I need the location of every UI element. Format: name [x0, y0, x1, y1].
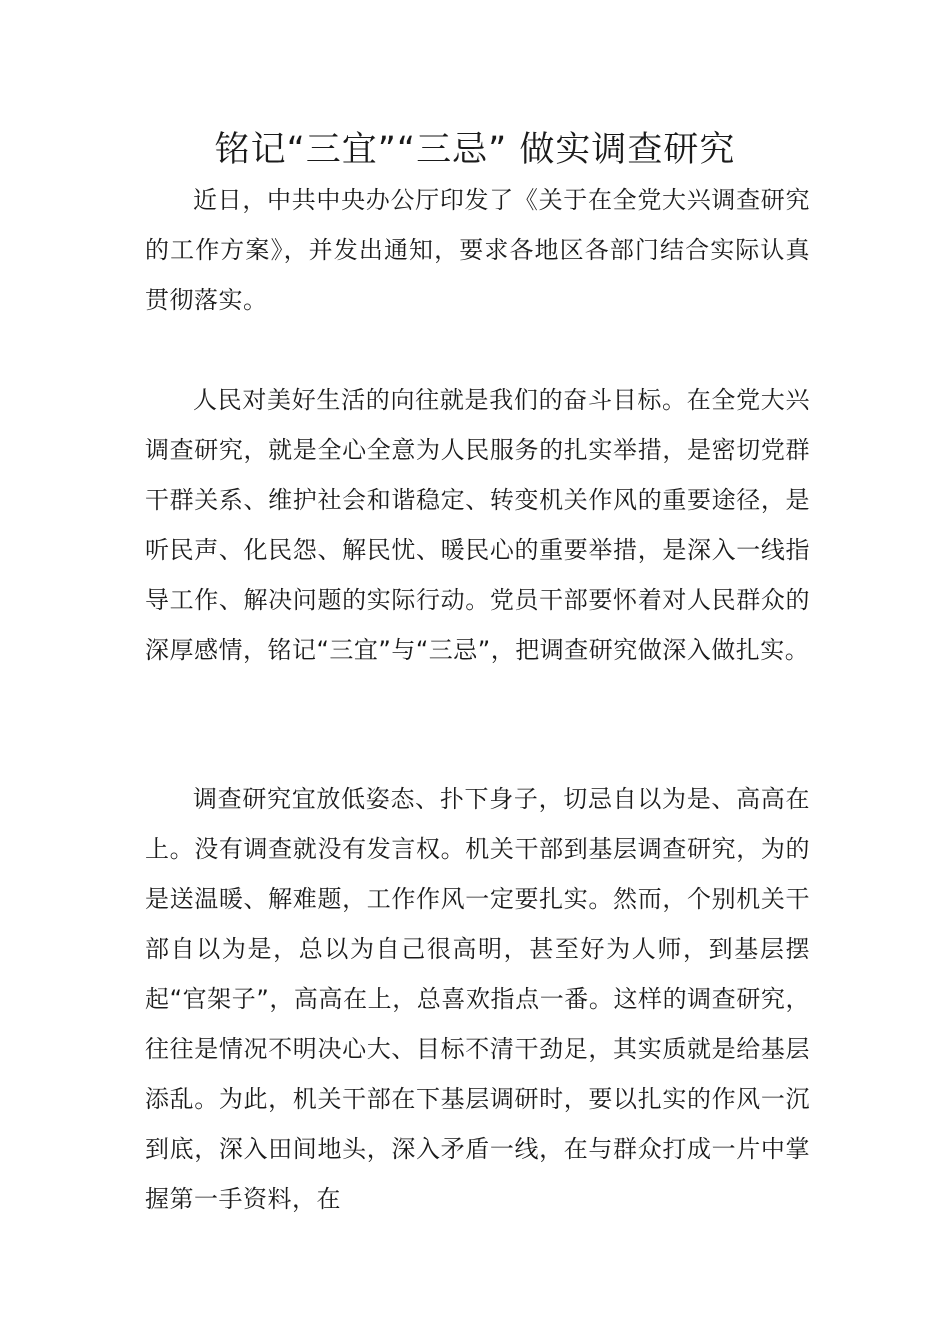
- paragraph-first-principle: 调查研究宜放低姿态、扑下身子，切忌自以为是、高高在上。没有调查就没有发言权。机关干部到基层调查研究，为的是送温暖、解难题，工作作风一定要扎实。然而，个别机关干部自以为是，总以为自己很高明，甚至好为人师，到基层摆起“官架子”，高高在上，总喜欢指点一番。这样的调查研究，往往是情况不明决心大、目标不清干劲足，其实质就是给基层添乱。为此，机关干部在下基层调研时，要以扎实的作风一沉到底，深入田间地头，深入矛盾一线，在与群众打成一片中掌握第一手资料，在: [145, 785, 810, 1213]
- paragraph-goal: 人民对美好生活的向往就是我们的奋斗目标。在全党大兴调查研究，就是全心全意为人民服务的扎实举措，是密切党群干群关系、维护社会和谐稳定、转变机关作风的重要途径，是听民声、化民怨、解民忧、暖民心的重要举措，是深入一线指导工作、解决问题的实际行动。党员干部要怀着对人民群众的深厚感情，铭记“三宜”与“三忌”，把调查研究做深入做扎实。: [145, 386, 810, 664]
- paragraph-intro: 近日，中共中央办公厅印发了《关于在全党大兴调查研究的工作方案》，并发出通知，要求各地区各部门结合实际认真贯彻落实。: [145, 186, 810, 314]
- document-title: 铭记“三宜”“三忌” 做实调查研究: [214, 130, 736, 170]
